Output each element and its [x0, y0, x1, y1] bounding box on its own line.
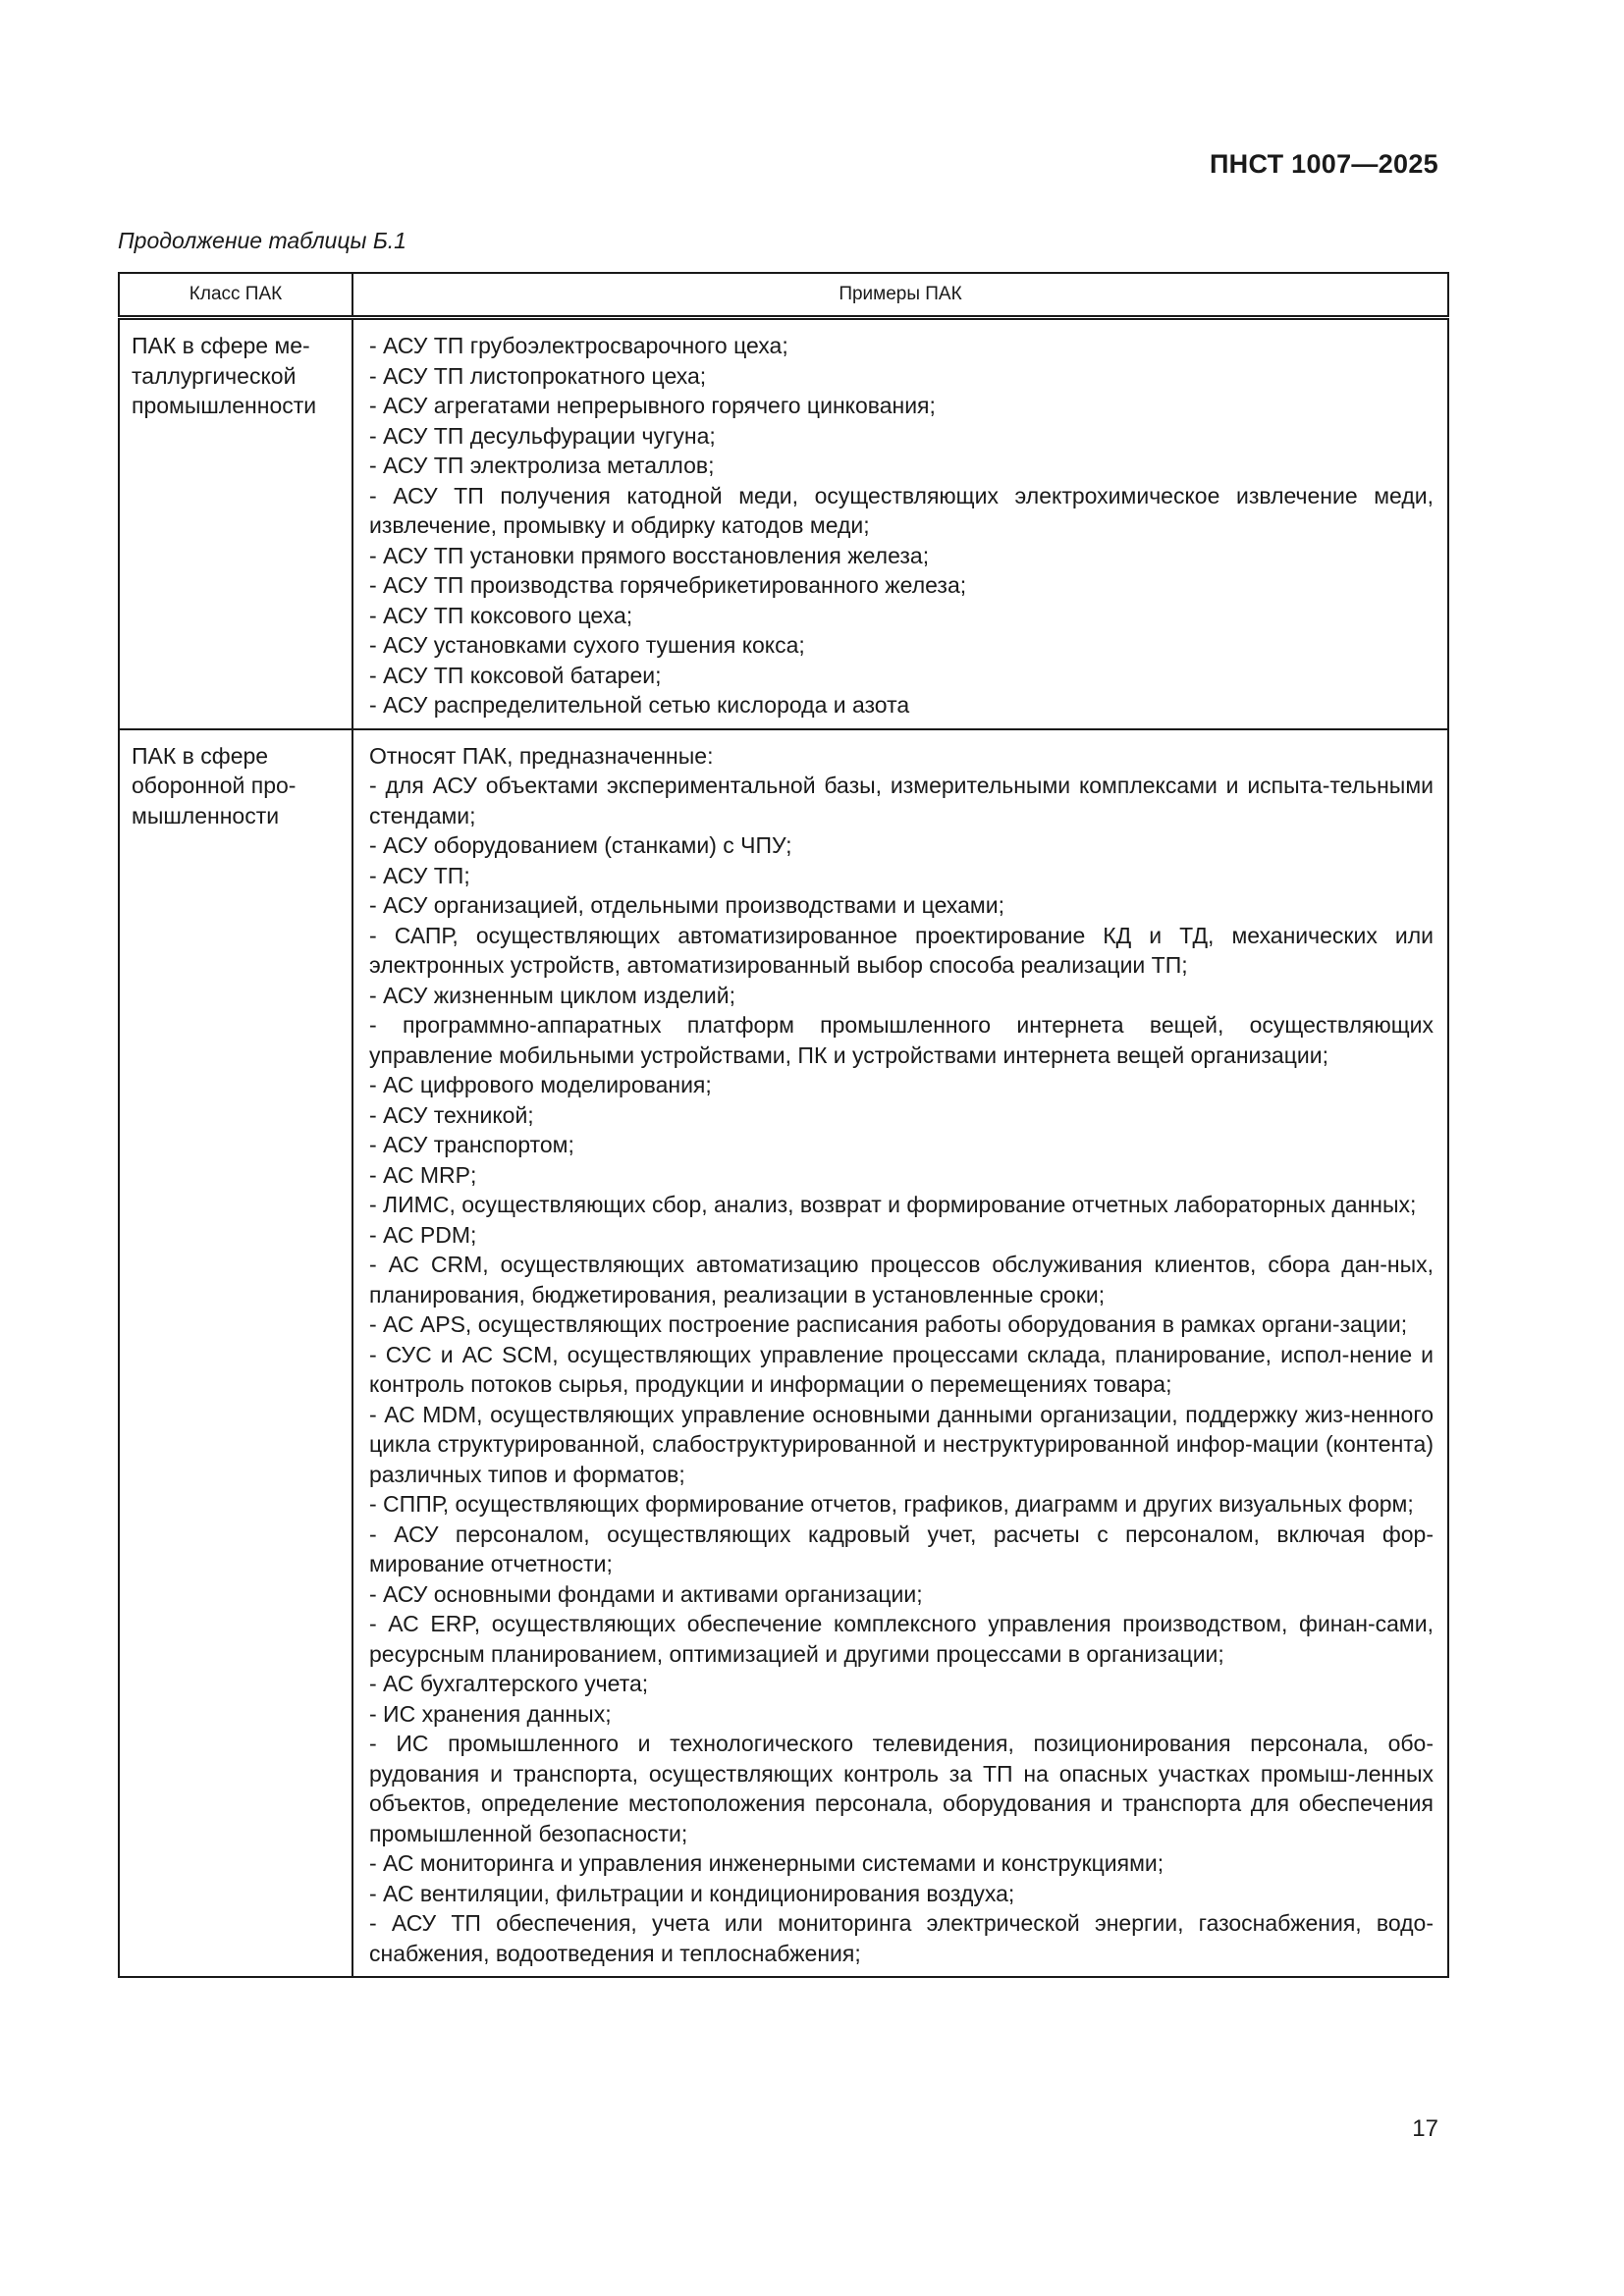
example-item: - АСУ ТП грубоэлектросварочного цеха;	[369, 333, 788, 358]
table-body	[119, 318, 1448, 1978]
example-item: - АСУ ТП;	[369, 862, 470, 888]
class-cell	[119, 729, 352, 1978]
example-item: Относят ПАК, предназначенные:	[369, 742, 714, 769]
example-item: - АС вентиляции, фильтрации и кондиционирования воздуха;	[369, 1880, 1015, 1906]
example-item: - АСУ ТП производства горячебрикетированного железа;	[369, 572, 967, 598]
example-item: - АСУ техникой;	[369, 1101, 534, 1128]
example-item: - АС ERP, осуществляющих обеспечение комплексного управления производством, финан-сами, ресурсным планированием, оптимизацией и другими процессами в организации;	[369, 1611, 1434, 1667]
example-item: - АСУ жизненным циклом изделий;	[369, 982, 735, 1008]
example-item: - АСУ распределительной сетью кислорода и азота	[369, 692, 910, 718]
table-caption: Продолжение таблицы Б.1	[118, 228, 406, 253]
example-item: - для АСУ объектами экспериментальной базы, измерительными комплексами и испыта-тельными стендами;	[369, 773, 1434, 828]
example-item: - ЛИМС, осуществляющих сбор, анализ, возврат и формирование отчетных лабораторных данных;	[369, 1192, 1417, 1217]
example-item: - АС CRM, осуществляющих автоматизацию процессов обслуживания клиентов, сбора дан-ных, планирования, бюджетирования, реализации в установленные сроки;	[369, 1252, 1434, 1308]
class-name-line: мышленности	[132, 802, 280, 828]
example-item: - АС PDM;	[369, 1221, 477, 1248]
example-item: - ИС хранения данных;	[369, 1700, 612, 1727]
class-name-line: ПАК в сфере ме-	[132, 333, 310, 358]
examples-cell	[352, 729, 1448, 1978]
example-item: - АС мониторинга и управления инженерными системами и конструкциями;	[369, 1850, 1164, 1876]
example-item: - АСУ оборудованием (станками) с ЧПУ;	[369, 832, 792, 858]
example-item: - АСУ транспортом;	[369, 1132, 574, 1157]
example-item: - программно-аппаратных платформ промышленного интернета вещей, осуществляющих управление мобильными устройствами, ПК и устройствами интернета вещей организации;	[369, 1012, 1434, 1068]
table-row	[119, 729, 1448, 1978]
class-name-line: промышленности	[132, 393, 317, 418]
example-item: - АСУ персоналом, осуществляющих кадровый учет, расчеты с персоналом, включая фор-мирование отчетности;	[369, 1521, 1434, 1576]
class-cell	[119, 318, 352, 729]
example-item: - САПР, осуществляющих автоматизированное проектирование КД и ТД, механических или электронных устройств, автоматизированный выбор способа реализации ТП;	[369, 922, 1434, 978]
example-item: - АС бухгалтерского учета;	[369, 1671, 649, 1696]
example-item: - АСУ ТП получения катодной меди, осуществляющих электрохимическое извлечение меди, извлечение, промывку и обдирку катодов меди;	[369, 482, 1434, 538]
example-item: - АСУ основными фондами и активами организации;	[369, 1580, 923, 1607]
example-item: - АС APS, осуществляющих построение расписания работы оборудования в рамках органи-зации;	[369, 1311, 1408, 1337]
example-item: - АСУ ТП десульфурации чугуна;	[369, 422, 716, 449]
example-item: - АСУ ТП электролиза металлов;	[369, 453, 715, 478]
example-item: - АСУ организацией, отдельными производствами и цехами;	[369, 892, 1004, 918]
class-name-line: таллургической	[132, 362, 297, 389]
example-item: - ИС промышленного и технологического телевидения, позиционирования персонала, обо-рудования и транспорта, осуществляющих контроль за ТП на опасных участках промыш-ленных объектов, определение местоположения персонала, оборудования и транспорта для обеспечения промышленной безопасности;	[369, 1731, 1434, 1846]
example-item: - АС MRP;	[369, 1161, 477, 1188]
example-item: - АСУ установками сухого тушения кокса;	[369, 632, 805, 658]
column-header-class: Класс ПАК	[119, 273, 352, 318]
example-item: - АСУ агрегатами непрерывного горячего цинкования;	[369, 393, 936, 418]
column-header-examples: Примеры ПАК	[352, 273, 1448, 318]
example-item: - АСУ ТП обеспечения, учета или мониторинга электрической энергии, газоснабжения, водо-снабжения, водоотведения и теплоснабжения;	[369, 1910, 1434, 1966]
table-header-row	[119, 273, 1448, 318]
page-number: 17	[1412, 2115, 1438, 2142]
examples-cell	[352, 318, 1448, 729]
example-item: - АСУ ТП коксового цеха;	[369, 602, 633, 628]
example-item: - СУС и АС SCM, осуществляющих управление процессами склада, планирование, испол-нение и контроль потоков сырья, продукции и информации о перемещениях товара;	[369, 1341, 1434, 1397]
example-item: - АС MDM, осуществляющих управление основными данными организации, поддержку жиз-ненного цикла структурированной, слабоструктурированной и неструктурированной инфор-мации (контента) различных типов и форматов;	[369, 1401, 1434, 1487]
example-item: - АСУ ТП установки прямого восстановления железа;	[369, 542, 930, 568]
table-row	[119, 318, 1448, 729]
example-item: - АСУ ТП коксовой батареи;	[369, 662, 662, 688]
document-code: ПНСТ 1007—2025	[1209, 149, 1438, 179]
example-item: - АС цифрового моделирования;	[369, 1072, 712, 1097]
class-name-line: ПАК в сфере	[132, 742, 269, 769]
example-item: - СППР, осуществляющих формирование отчетов, графиков, диаграмм и других визуальных форм;	[369, 1491, 1414, 1517]
classification-table	[118, 272, 1449, 1978]
example-item: - АСУ ТП листопрокатного цеха;	[369, 362, 707, 389]
class-name-line: оборонной про-	[132, 773, 297, 798]
